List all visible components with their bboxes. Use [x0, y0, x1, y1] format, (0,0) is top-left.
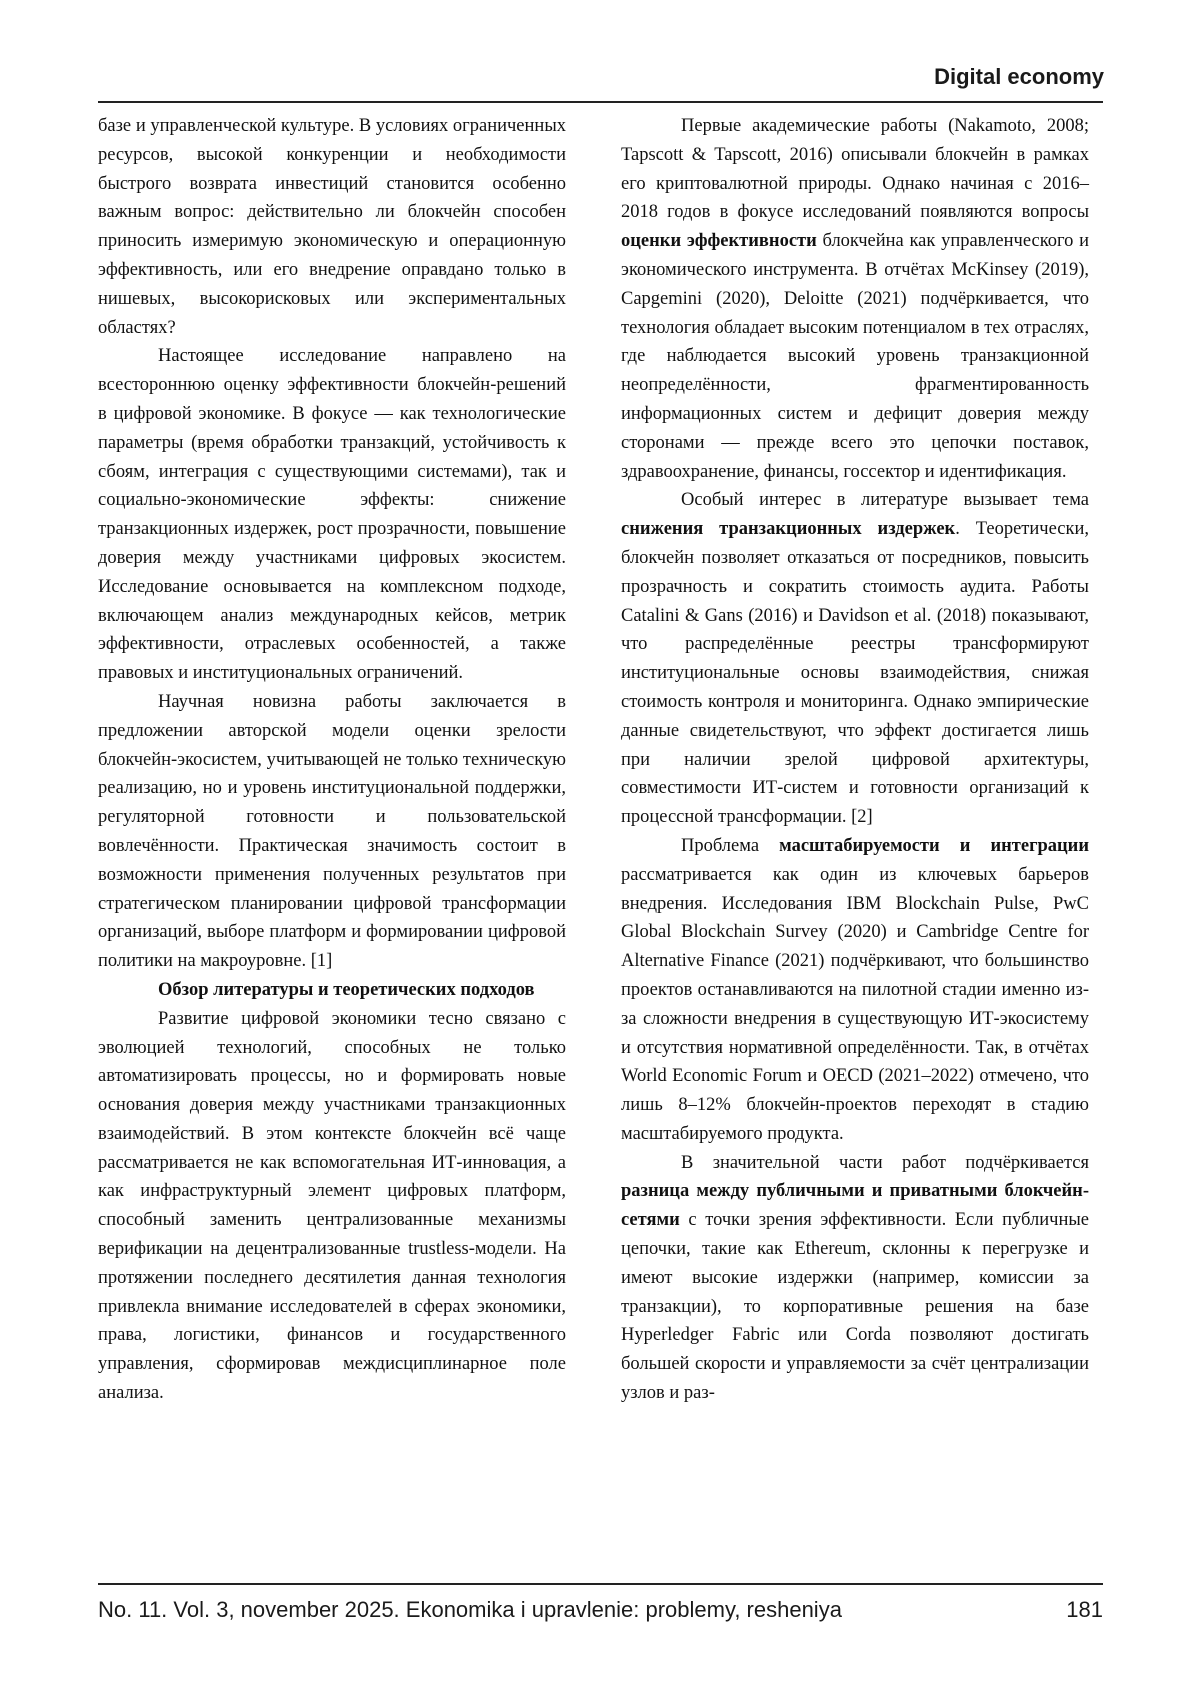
header-rule — [98, 101, 1103, 103]
paragraph — [621, 832, 1089, 1149]
right-column — [621, 112, 1089, 1408]
paragraph — [621, 112, 1089, 486]
footer — [98, 1597, 1103, 1623]
paragraph: Научная новизна работы заключается в предложении авторской модели оценки зрелости блокчейн-экосистем, учитывающей не только техническую реализацию, но и уровень институциональной поддержки, регуляторной готовности и пользовательской вовлечённости. Практическая значимость состоит в возможности применения полученных результатов при стратегическом планировании цифровой трансформации организаций, выборе платформ и формировании цифровой политики на макроуровне. [1] — [98, 691, 566, 972]
text-run: рассматривается как один из ключевых барьеров внедрения. Исследования IBM Blockchain Pulse, PwC Global Blockchain Survey (2020) и Cambridge Centre for Alternative Finance (2021) подчёркивают, что большинство проектов останавливаются на пилотной стадии именно из-за сложности внедрения в существующую ИТ-экосистему и отсутствия нормативной определённости. Так, в отчётах World Economic Forum и OECD (2021–2022) отмечено, что лишь 8–12% блокчейн-проектов переходят в стадию масштабируемого продукта. — [621, 864, 1089, 1144]
text-run: Проблема — [681, 835, 780, 856]
running-head: Digital economy — [934, 64, 1104, 89]
text-run: с точки зрения эффективности. Если публичные цепочки, такие как Ethereum, склонны к перегрузке и имеют высокие издержки (например, комиссии за транзакции), то корпоративные решения на базе Hyperledger Fabric или Corda позволяют достигать большей скорости и управляемости за счёт централизации узлов и раз- — [621, 1210, 1089, 1404]
bold-term: снижения транзакционных издержек — [621, 519, 956, 540]
paragraph — [621, 1149, 1089, 1408]
text-run: . Теоретически, блокчейн позволяет отказаться от посредников, повысить прозрачность и сократить стоимость аудита. Работы Catalini & Gans (2016) и Davidson et al. (2018) показывают, что распределённые реестры трансформируют институциональные основы взаимодействия, снижая стоимость контроля и мониторинга. Однако эмпирические данные свидетельствуют, что эффект достигается лишь при наличии зрелой цифровой архитектуры, совместимости ИТ-систем и готовности организаций к процессной трансформации. [2] — [621, 519, 1089, 828]
paragraph — [621, 486, 1089, 832]
bold-term: разница между публичными и приватными блокчейн-сетями — [621, 1181, 1089, 1231]
paragraph: Настоящее исследование направлено на всестороннюю оценку эффективности блокчейн-решений в цифровой экономике. В фокусе — как технологические параметры (время обработки транзакций, устойчивость к сбоям, интеграция с существующими системами), так и социально-экономические эффекты: снижение транзакционных издержек, рост прозрачности, повышение доверия между участниками цифровых экосистем. Исследование основывается на комплексном подходе, включающем анализ международных кейсов, метрик эффективности, отраслевых особенностей, а также правовых и институциональных ограничений. — [98, 346, 566, 684]
left-column — [98, 112, 566, 1408]
journal-citation: No. 11. Vol. 3, november 2025. Ekonomika i upravlenie: problemy, resheniya — [98, 1597, 842, 1622]
text-run: В значительной части работ подчёркивается — [681, 1152, 1089, 1173]
bold-term: масштабируемости и интеграции — [779, 835, 1089, 856]
page-number: 181 — [1066, 1597, 1103, 1622]
text-run: блокчейна как управленческого и экономического инструмента. В отчётах McKinsey (2019), Capgemini (2020), Deloitte (2021) подчёркивается, что технология обладает высоким потенциалом в тех отраслях, где наблюдается высокий уровень транзакционной неопределённости, фрагментированность информационных систем и дефицит доверия между сторонами — прежде всего это цепочки поставок, здравоохранение, финансы, госсектор и идентификация. — [621, 231, 1089, 482]
text-run: Особый интерес в литературе вызывает тема — [681, 490, 1089, 511]
paragraph: базе и управленческой культуре. В условиях ограниченных ресурсов, высокой конкуренции и необходимости быстрого возврата инвестиций становится особенно важным вопрос: действительно ли блокчейн способен приносить измеримую экономическую и операционную эффективность, или его внедрение оправдано только в нишевых, высокорисковых или экспериментальных областях? — [98, 116, 566, 338]
section-heading: Обзор литературы и теоретических подходов — [158, 979, 535, 1000]
footer-rule — [98, 1583, 1103, 1585]
bold-term: оценки эффективности — [621, 231, 817, 252]
paragraph: Развитие цифровой экономики тесно связано с эволюцией технологий, способных не только автоматизировать процессы, но и формировать новые основания доверия между участниками транзакционных взаимодействий. В этом контексте блокчейн всё чаще рассматривается не как вспомогательная ИТ-инновация, а как инфраструктурный элемент цифровых платформ, способный заменить централизованные механизмы верификации на децентрализованные trustless-модели. На протяжении последнего десятилетия данная технология привлекла внимание исследователей в сферах экономики, права, логистики, финансов и государственного управления, сформировав междисциплинарное поле анализа. — [98, 1008, 566, 1404]
text-run: Первые академические работы (Nakamoto, 2008; Tapscott & Tapscott, 2016) описывали блокчейн в рамках его криптовалютной природы. Однако начиная с 2016–2018 годов в фокусе исследований появляются вопросы — [621, 116, 1089, 223]
